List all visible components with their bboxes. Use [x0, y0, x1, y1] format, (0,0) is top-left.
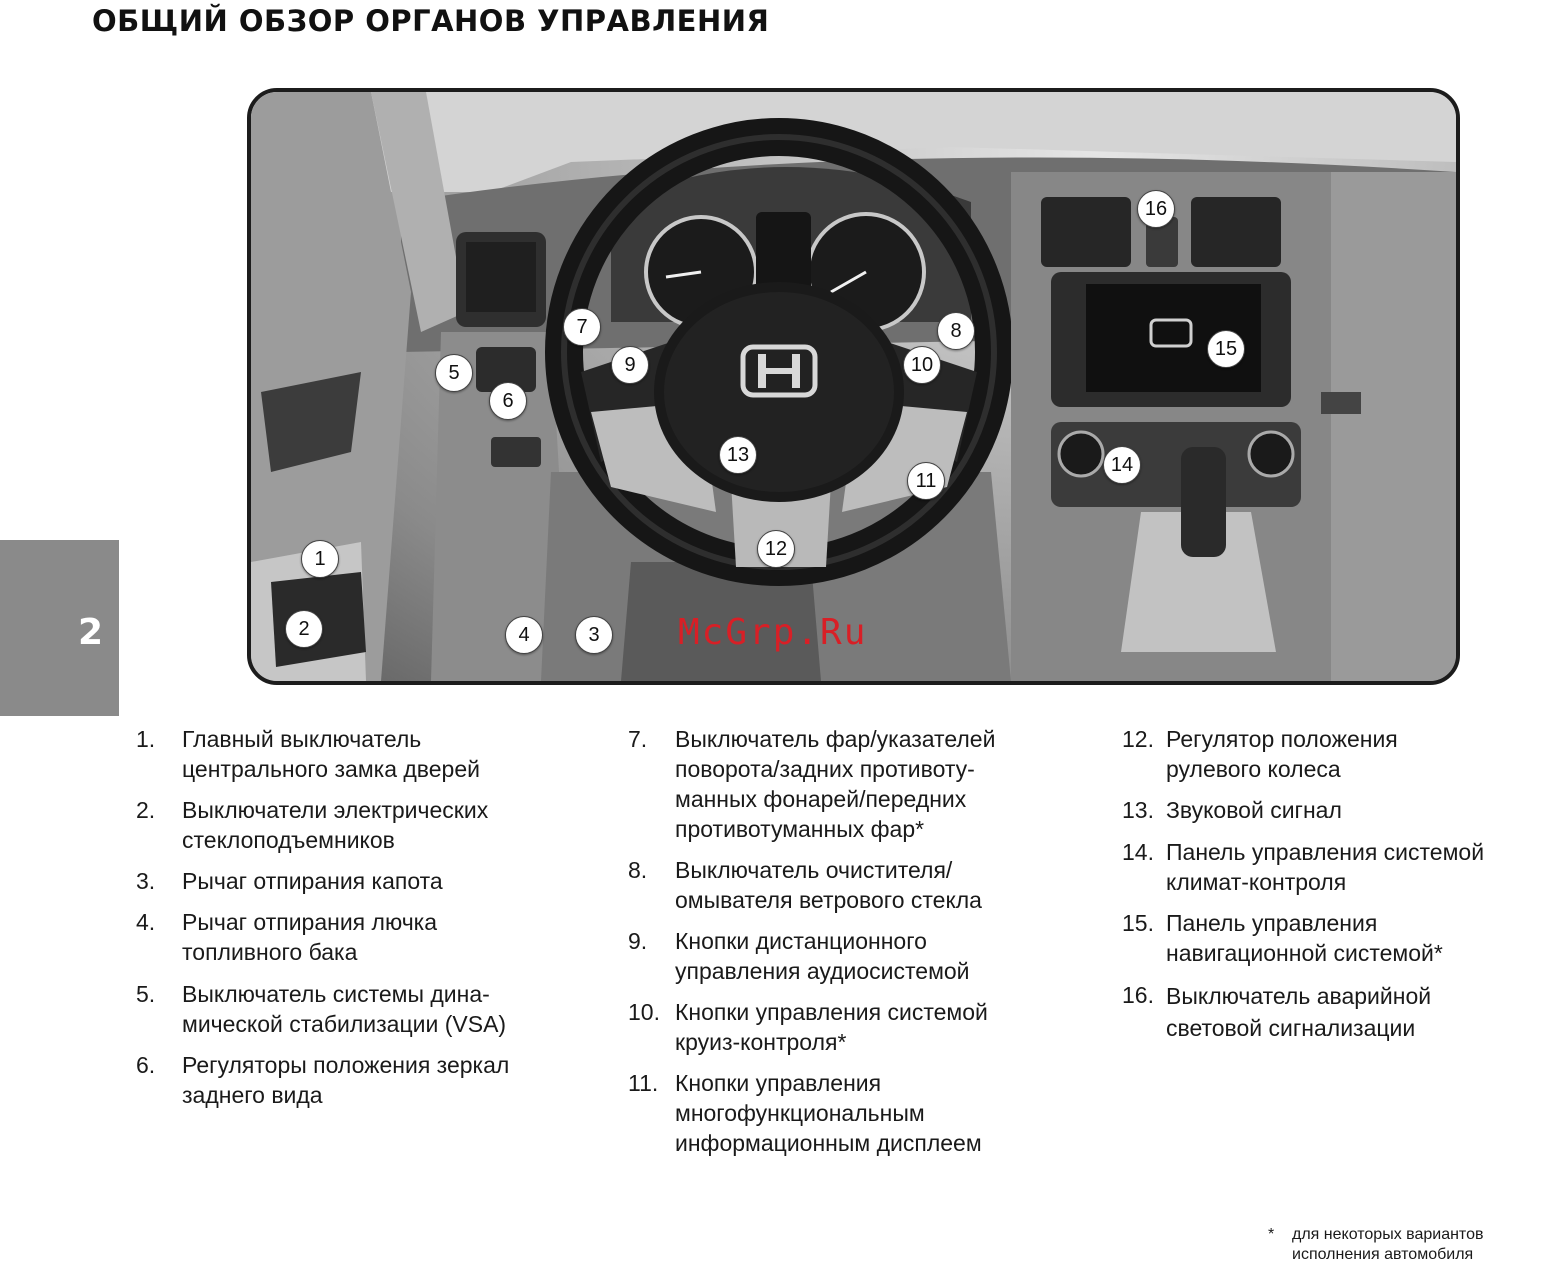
legend-text: Регулятор положения рулевого колеса [1166, 726, 1398, 782]
legend-number: 3. [136, 868, 156, 894]
callout-2: 2 [285, 610, 323, 648]
callout-1: 1 [301, 540, 339, 578]
legend-number: 8. [628, 857, 648, 883]
footnote-text: для некоторых вариантов исполнения автомобиля [1292, 1226, 1484, 1263]
callout-7: 7 [563, 308, 601, 346]
callout-15: 15 [1207, 330, 1245, 368]
legend-text: Регуляторы положения зеркал заднего вида [182, 1052, 510, 1108]
legend-text: Кнопки дистанционного управления аудиосистемой [675, 928, 970, 984]
callout-6: 6 [489, 382, 527, 420]
legend-number: 14. [1122, 839, 1154, 865]
callout-11: 11 [907, 462, 945, 500]
callout-4: 4 [505, 616, 543, 654]
legend-number: 6. [136, 1052, 156, 1078]
callout-8: 8 [937, 312, 975, 350]
page-title: ОБЩИЙ ОБЗОР ОРГАНОВ УПРАВЛЕНИЯ [92, 4, 770, 38]
legend-number: 12. [1122, 726, 1154, 752]
chapter-number: 2 [78, 612, 104, 653]
callout-14: 14 [1103, 446, 1141, 484]
footnote-mark: * [1268, 1226, 1275, 1243]
legend-text: Панель управления навигационной системой* [1166, 910, 1443, 966]
legend-text: Выключатель фар/указателей поворота/задних противоту- манных фонарей/передних противотуманных фар* [675, 726, 996, 842]
legend-number: 4. [136, 909, 156, 935]
legend-number: 16. [1122, 982, 1154, 1008]
callout-13: 13 [719, 436, 757, 474]
callout-9: 9 [611, 346, 649, 384]
legend-text: Рычаг отпирания лючка топливного бака [182, 909, 438, 965]
legend-number: 11. [628, 1070, 659, 1096]
legend-text: Панель управления системой климат-контроля [1166, 839, 1485, 895]
legend-number: 10. [628, 999, 660, 1025]
legend-text: Выключатели электрических стеклоподъемников [182, 797, 489, 853]
callout-16: 16 [1137, 190, 1175, 228]
legend-number: 7. [628, 726, 648, 752]
watermark: McGrp.Ru [678, 612, 868, 653]
legend-number: 9. [628, 928, 648, 954]
legend-number: 1. [136, 726, 156, 752]
callout-3: 3 [575, 616, 613, 654]
legend-text: Кнопки управления многофункциональным информационным дисплеем [675, 1070, 982, 1156]
legend-text: Звуковой сигнал [1166, 797, 1342, 823]
legend-text: Выключатель аварийной световой сигнализации [1166, 983, 1432, 1041]
legend-text: Рычаг отпирания капота [182, 868, 443, 894]
legend-text: Выключатель очистителя/ омывателя ветрового стекла [675, 857, 982, 913]
legend-number: 15. [1122, 910, 1154, 936]
legend-text: Выключатель системы дина- мической стабилизации (VSA) [182, 981, 507, 1037]
legend-number: 5. [136, 981, 156, 1007]
callout-5: 5 [435, 354, 473, 392]
legend-text: Главный выключатель центрального замка дверей [182, 726, 480, 782]
dashboard-illustration [251, 92, 1456, 681]
legend-number: 2. [136, 797, 156, 823]
callout-12: 12 [757, 530, 795, 568]
legend-text: Кнопки управления системой круиз-контроля* [675, 999, 988, 1055]
callout-10: 10 [903, 346, 941, 384]
dashboard-photo [247, 88, 1460, 685]
legend-number: 13. [1122, 797, 1154, 823]
